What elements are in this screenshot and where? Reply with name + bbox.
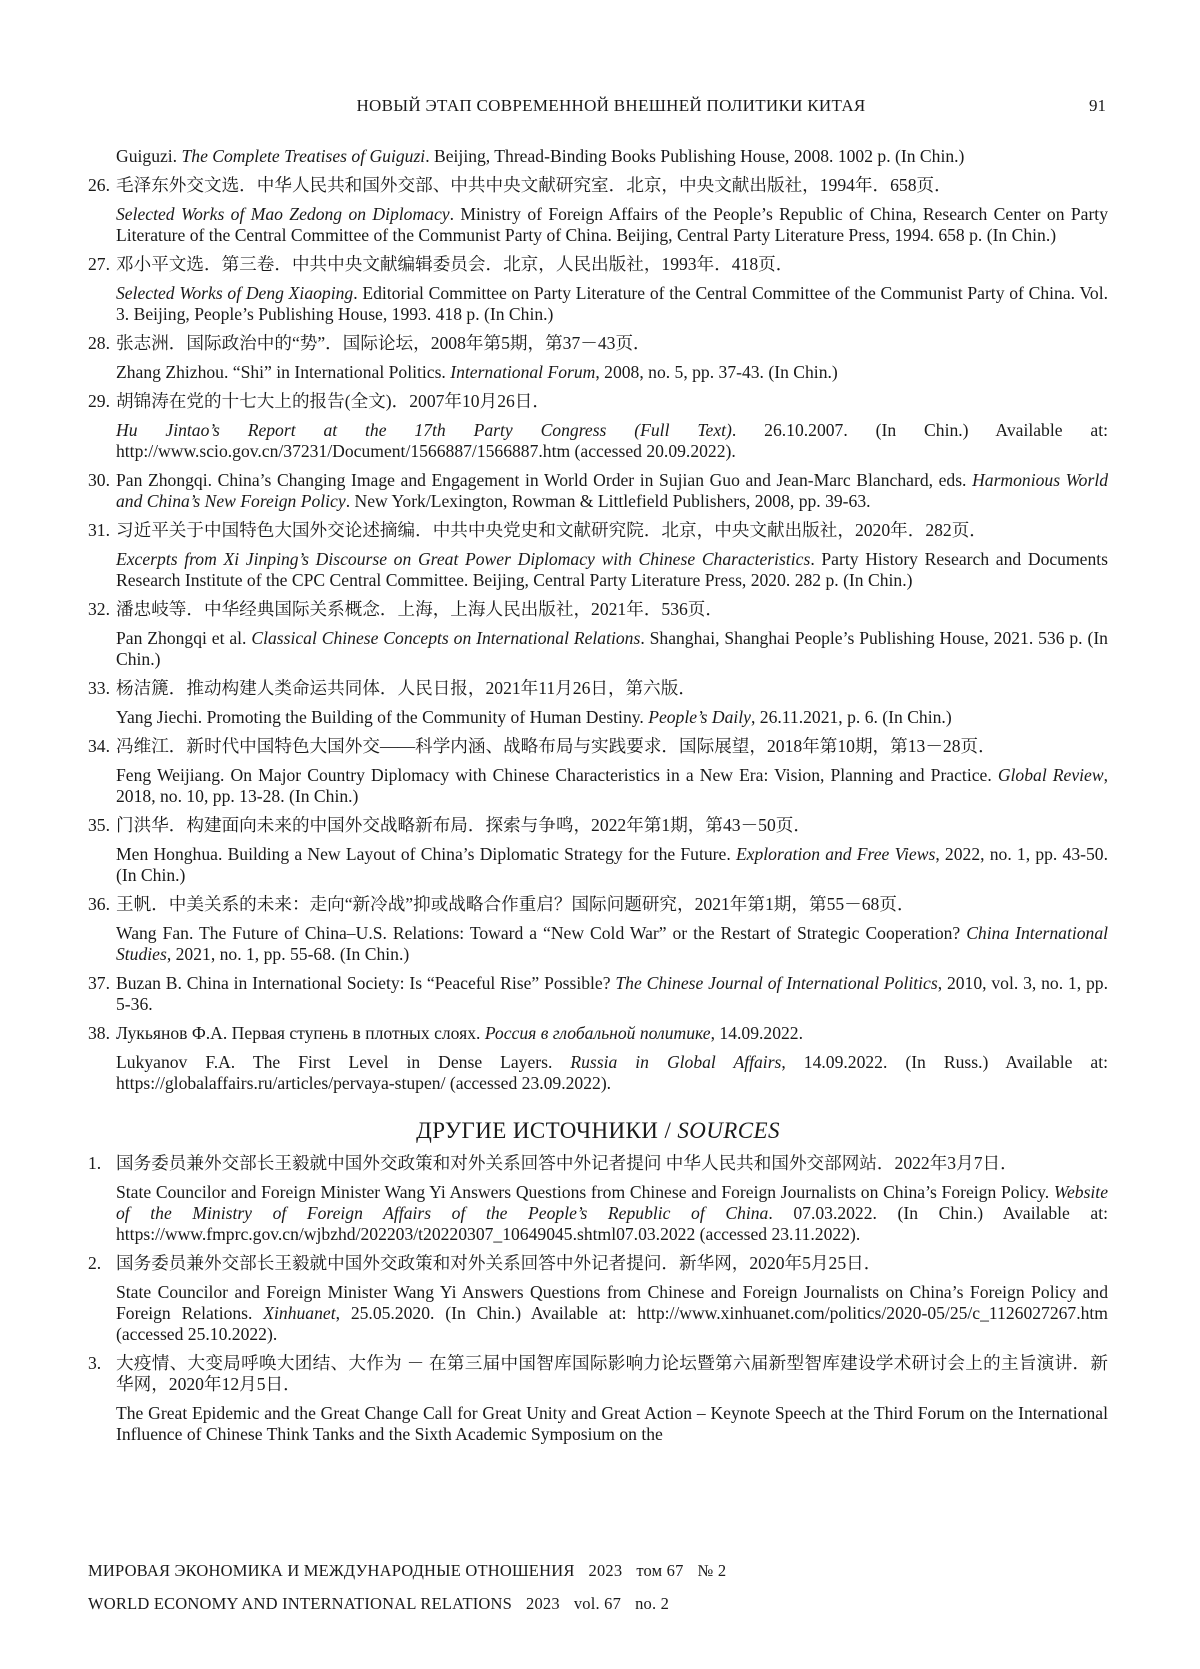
reference-transliteration: The Great Epidemic and the Great Change Call for Great Unity and Great Action – Keynote Speech at the Third Forum on the International Influence of Chinese Think Tanks and the Sixth Academic Symposium on the — [116, 1403, 1108, 1445]
reference-entry — [88, 678, 1108, 728]
reference-continuation: Guiguzi. The Complete Treatises of Guiguzi. Beijing, Thread-Binding Books Publishing House, 2008. 1002 p. (In Chin.) — [88, 146, 1108, 167]
reference-entry — [88, 599, 1108, 670]
reference-transliteration: Yang Jiechi. Promoting the Building of the Community of Human Destiny. People’s Daily, 26.11.2021, p. 6. (In Chin.) — [116, 707, 1108, 728]
reference-number: 35. — [88, 815, 110, 836]
reference-transliteration: Feng Weijiang. On Major Country Diplomacy with Chinese Characteristics in a New Era: Vision, Planning and Practice. Global Review, 2018, no. 10, pp. 13-28. (In Chin.) — [116, 765, 1108, 807]
reference-list — [88, 146, 1108, 1453]
reference-entry — [88, 520, 1108, 591]
reference-entry — [88, 973, 1108, 1015]
reference-original: 邓小平文选．第三卷．中共中央文献编辑委员会．北京，人民出版社，1993年．418页． — [116, 254, 1108, 275]
reference-number: 33. — [88, 678, 110, 699]
page — [0, 0, 1200, 1669]
reference-transliteration: Men Honghua. Building a New Layout of China’s Diplomatic Strategy for the Future. Exploration and Free Views, 2022, no. 1, pp. 43-50. (In Chin.) — [116, 844, 1108, 886]
reference-transliteration: State Councilor and Foreign Minister Wang Yi Answers Questions from Chinese and Foreign Journalists on China’s Foreign Policy. Website of the Ministry of Foreign Affairs of the People’s Republic of China. 07.03.2022. (In Chin.) Available at: https://www.fmprc.gov.cn/wjbzhd/202203/t20220307_10649045.shtml07.03.2022 (accessed 23.11.2022). — [116, 1182, 1108, 1245]
reference-original: 习近平关于中国特色大国外交论述摘编．中共中央党史和文献研究院．北京，中央文献出版社，2020年．282页． — [116, 520, 1108, 541]
reference-number: 28. — [88, 333, 110, 354]
reference-transliteration: Buzan B. China in International Society: Is “Peaceful Rise” Possible? The Chinese Journal of International Politics, 2010, vol. 3, no. 1, pp. 5-36. — [116, 973, 1108, 1015]
footer-ru: МИРОВАЯ ЭКОНОМИКА И МЕЖДУНАРОДНЫЕ ОТНОШЕНИЯ 2023 том 67 № 2 — [88, 1561, 740, 1581]
reference-original: 冯维江．新时代中国特色大国外交——科学内涵、战略布局与实践要求．国际展望，2018年第10期，第13－28页． — [116, 736, 1108, 757]
reference-number: 38. — [88, 1023, 110, 1044]
reference-transliteration: Zhang Zhizhou. “Shi” in International Politics. International Forum, 2008, no. 5, pp. 37-43. (In Chin.) — [116, 362, 1108, 383]
reference-original: 毛泽东外交文选．中华人民共和国外交部、中共中央文献研究室．北京，中央文献出版社，1994年．658页． — [116, 175, 1108, 196]
reference-entry — [88, 736, 1108, 807]
reference-original: 国务委员兼外交部长王毅就中国外交政策和对外关系回答中外记者提问．新华网，2020年5月25日． — [116, 1253, 1108, 1274]
reference-original: 张志洲．国际政治中的“势”．国际论坛，2008年第5期，第37－43页． — [116, 333, 1108, 354]
reference-transliteration: Selected Works of Deng Xiaoping. Editorial Committee on Party Literature of the Central Committee of the Communist Party of China. Vol. 3. Beijing, People’s Publishing House, 1993. 418 p. (In Chin.) — [116, 283, 1108, 325]
reference-entry — [88, 1353, 1108, 1445]
reference-transliteration: Wang Fan. The Future of China–U.S. Relations: Toward a “New Cold War” or the Restart of Strategic Cooperation? China International Studies, 2021, no. 1, pp. 55-68. (In Chin.) — [116, 923, 1108, 965]
reference-transliteration: Pan Zhongqi et al. Classical Chinese Concepts on International Relations. Shanghai, Shanghai People’s Publishing House, 2021. 536 p. (In Chin.) — [116, 628, 1108, 670]
reference-transliteration: Selected Works of Mao Zedong on Diplomacy. Ministry of Foreign Affairs of the People’s Republic of China, Research Center on Party Literature of the Central Committee of the Communist Party of China. Beijing, Central Party Literature Press, 1994. 658 p. (In Chin.) — [116, 204, 1108, 246]
reference-transliteration: Lukyanov F.A. The First Level in Dense Layers. Russia in Global Affairs, 14.09.2022. (In Russ.) Available at: https://globalaffairs.ru/articles/pervaya-stupen/ (accessed 23.09.2022). — [116, 1052, 1108, 1094]
reference-entry — [88, 1253, 1108, 1345]
reference-number: 1. — [88, 1153, 101, 1174]
reference-number: 31. — [88, 520, 110, 541]
reference-entry — [88, 254, 1108, 325]
reference-transliteration: Excerpts from Xi Jinping’s Discourse on Great Power Diplomacy with Chinese Characteristics. Party History Research and Documents Research Institute of the CPC Central Committee. Beijing, Central Party Literature Press, 2020. 282 p. (In Chin.) — [116, 549, 1108, 591]
reference-entry — [88, 815, 1108, 886]
reference-number: 3. — [88, 1353, 101, 1374]
reference-number: 32. — [88, 599, 110, 620]
running-title: НОВЫЙ ЭТАП СОВРЕМЕННОЙ ВНЕШНЕЙ ПОЛИТИКИ КИТАЯ — [116, 96, 1106, 116]
reference-number: 27. — [88, 254, 110, 275]
reference-entry — [88, 470, 1108, 512]
reference-entry — [88, 391, 1108, 462]
reference-entry — [88, 1023, 1108, 1094]
reference-number: 26. — [88, 175, 110, 196]
section-title: ДРУГИЕ ИСТОЧНИКИ / SOURCES — [88, 1120, 1108, 1141]
reference-number: 29. — [88, 391, 110, 412]
reference-transliteration: Hu Jintao’s Report at the 17th Party Congress (Full Text). 26.10.2007. (In Chin.) Available at: http://www.scio.gov.cn/37231/Document/1566887/1566887.htm (accessed 20.09.2022). — [116, 420, 1108, 462]
reference-original: 王帆．中美关系的未来：走向“新冷战”抑或战略合作重启？国际问题研究，2021年第1期，第55－68页． — [116, 894, 1108, 915]
reference-entry — [88, 175, 1108, 246]
reference-entry — [88, 894, 1108, 965]
reference-number: 36. — [88, 894, 110, 915]
reference-number: 30. — [88, 470, 110, 491]
reference-entry — [88, 333, 1108, 383]
reference-transliteration: State Councilor and Foreign Minister Wang Yi Answers Questions from Chinese and Foreign Journalists on China’s Foreign Policy and Foreign Relations. Xinhuanet, 25.05.2020. (In Chin.) Available at: http://www.xinhuanet.com/politics/2020-05/25/c_1126027267.htm (accessed 25.10.2022). — [116, 1282, 1108, 1345]
reference-number: 2. — [88, 1253, 101, 1274]
reference-original: 潘忠岐等．中华经典国际关系概念．上海，上海人民出版社，2021年．536页． — [116, 599, 1108, 620]
references-body — [88, 175, 1108, 1094]
reference-number: 37. — [88, 973, 110, 994]
reference-original: 胡锦涛在党的十七大上的报告(全文)．2007年10月26日． — [116, 391, 1108, 412]
reference-original: Лукьянов Ф.А. Первая ступень в плотных слоях. Россия в глобальной политике, 14.09.2022. — [116, 1023, 1108, 1044]
reference-entry — [88, 1153, 1108, 1245]
reference-transliteration: Pan Zhongqi. China’s Changing Image and Engagement in World Order in Sujian Guo and Jean-Marc Blanchard, eds. Harmonious World and China’s New Foreign Policy. New York/Lexington, Rowman & Littlefield Publishers, 2008, pp. 39-63. — [116, 470, 1108, 512]
reference-original: 大疫情、大变局呼唤大团结、大作为 － 在第三届中国智库国际影响力论坛暨第六届新型智库建设学术研讨会上的主旨演讲．新华网，2020年12月5日． — [116, 1353, 1108, 1395]
reference-original: 杨洁篪．推动构建人类命运共同体．人民日报，2021年11月26日，第六版． — [116, 678, 1108, 699]
reference-original: 国务委员兼外交部长王毅就中国外交政策和对外关系回答中外记者提问 中华人民共和国外交部网站．2022年3月7日． — [116, 1153, 1108, 1174]
page-number: 91 — [1089, 96, 1106, 116]
footer-en: WORLD ECONOMY AND INTERNATIONAL RELATIONS 2023 vol. 67 no. 2 — [88, 1594, 683, 1614]
sources-body — [88, 1153, 1108, 1445]
reference-original: 门洪华．构建面向未来的中国外交战略新布局．探索与争鸣，2022年第1期，第43－50页． — [116, 815, 1108, 836]
reference-number: 34. — [88, 736, 110, 757]
